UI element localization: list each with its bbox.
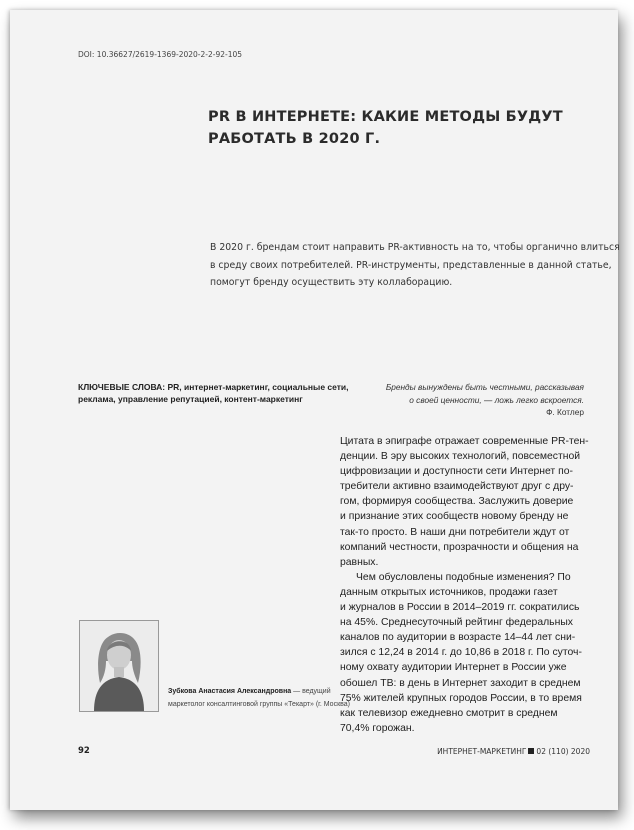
author-role: — ведущий: [291, 688, 331, 695]
author-photo: [79, 620, 159, 712]
body-line: как телевизор ежедневно смотрит в среднем: [340, 707, 558, 719]
author-portrait-icon: [80, 621, 158, 711]
author-info: [168, 686, 358, 711]
epigraph-line: о своей ценности, — ложь легко вскроется.: [409, 394, 584, 405]
body-line: равных.: [340, 556, 379, 568]
keywords: [78, 381, 349, 405]
body-line: Цитата в эпиграфе отражает современные PR-тен-: [340, 436, 589, 447]
body-line: зился с 12,24 в 2014 г. до 10,86 в 2018 г. По суточ-: [340, 647, 582, 659]
doi-text: DOI: 10.36627/2619-1369-2020-2-2-92-105: [78, 50, 243, 59]
author-affiliation: маркетолог консалтинговой группы «Текарт» (г. Москва): [168, 700, 350, 708]
journal-page: [10, 10, 618, 810]
body-line: данным открытых источников, продажи газет: [340, 586, 558, 598]
epigraph-line: Бренды вынуждены быть честными, рассказывая: [385, 382, 584, 392]
abstract-line: В 2020 г. брендам стоит направить PR-активность на то, чтобы органично влиться: [210, 242, 620, 253]
keywords-line: КЛЮЧЕВЫЕ СЛОВА: PR, интернет-маркетинг, социальные сети,: [78, 382, 349, 392]
abstract-line: помогут бренду осуществить эту коллаборацию.: [210, 277, 453, 288]
epigraph: [340, 381, 584, 419]
body-line: и журналов в России в 2014–2019 гг. сократились: [340, 602, 580, 614]
journal-issue: 02 (110) 2020: [536, 747, 590, 756]
body-line: 75% жителей крупных городов России, в то время: [340, 692, 582, 704]
author-name: Зубкова Анастасия Александровна: [168, 688, 292, 695]
body-line: компаний честности, прозрачности и общения на: [340, 541, 579, 553]
title-line: РАБОТАТЬ В 2020 Г.: [208, 131, 381, 147]
journal-name: ИНТЕРНЕТ-МАРКЕТИНГ: [437, 747, 527, 756]
body-line: так-то просто. В наши дни потребители ждут от: [340, 526, 570, 538]
body-line: 70,4% горожан.: [340, 722, 415, 734]
article-body: [340, 434, 590, 736]
journal-footer: [437, 747, 590, 756]
body-line: гом, формируя сообщества. Заслужить доверие: [340, 496, 574, 508]
body-line: требители активно взаимодействуют друг с дру-: [340, 481, 574, 493]
article-title: [208, 106, 568, 150]
body-line: ному охвату аудитории Интернет в России уже: [340, 662, 567, 674]
body-line: Чем обусловлены подобные изменения? По: [356, 571, 571, 583]
body-line: обошел ТВ: в день в Интернет заходит в среднем: [340, 677, 581, 689]
title-line: PR В ИНТЕРНЕТЕ: КАКИЕ МЕТОДЫ БУДУТ: [208, 109, 563, 125]
epigraph-author: Ф. Котлер: [546, 407, 584, 417]
page-number: 92: [78, 746, 90, 756]
body-line: цифровизации и доступности сети Интернет по-: [340, 466, 573, 478]
body-line: на 45%. Среднесуточный рейтинг федеральных: [340, 617, 573, 629]
body-line: и признание этих сообществ новому бренду не: [340, 511, 569, 523]
body-line: каналов по аудитории в возрасте 14–44 лет сни-: [340, 632, 576, 644]
square-separator-icon: [528, 748, 534, 754]
body-line: денции. В эру высоких технологий, повсеместной: [340, 451, 581, 463]
keywords-line: реклама, управление репутацией, контент-маркетинг: [78, 394, 303, 404]
abstract: [210, 239, 620, 292]
abstract-line: в среду своих потребителей. PR-инструменты, представленные в данной статье,: [210, 259, 612, 271]
